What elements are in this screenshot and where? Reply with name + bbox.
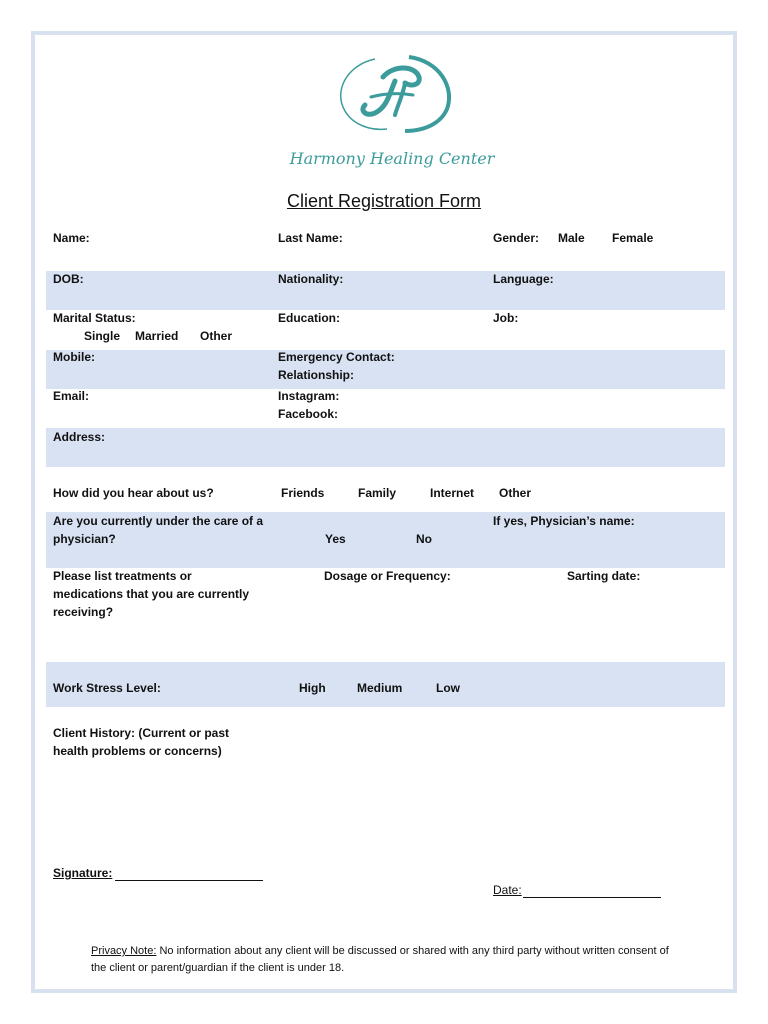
dob-label: DOB: <box>53 272 84 286</box>
referral-option-family: Family <box>358 486 397 500</box>
treatments-label-line3: receiving? <box>53 605 114 619</box>
referral-option-other: Other <box>499 486 532 500</box>
date-line <box>523 897 661 898</box>
education-label: Education: <box>278 311 340 325</box>
client-history-line2: health problems or concerns) <box>53 744 222 758</box>
facebook-label: Facebook: <box>278 407 339 421</box>
referral-label: How did you hear about us? <box>53 486 214 500</box>
marital-option-married: Married <box>135 329 179 343</box>
form-page <box>31 31 737 993</box>
privacy-note <box>91 943 681 977</box>
marital-option-other: Other <box>200 329 233 343</box>
language-label: Language: <box>493 272 554 286</box>
emergency-contact-label: Emergency Contact: <box>278 350 395 364</box>
stress-option-medium: Medium <box>357 681 403 695</box>
physician-name-label: If yes, Physician’s name: <box>493 514 635 528</box>
email-label: Email: <box>53 389 90 403</box>
client-history-line1: Client History: (Current or past <box>53 726 230 740</box>
marital-status-label: Marital Status: <box>53 311 136 325</box>
logo-emblem-icon <box>287 51 497 151</box>
treatments-label-line2: medications that you are currently <box>53 587 250 601</box>
signature-label: Signature: <box>53 866 113 880</box>
instagram-label: Instagram: <box>278 389 340 403</box>
band-row2 <box>46 271 725 310</box>
starting-date-label: Sarting date: <box>567 569 641 583</box>
stress-option-high: High <box>299 681 326 695</box>
job-label: Job: <box>493 311 519 325</box>
physician-option-no: No <box>416 532 432 546</box>
form-title: Client Registration Form <box>286 191 482 211</box>
relationship-label: Relationship: <box>278 368 355 382</box>
signature-line <box>115 880 263 881</box>
logo-text: Harmony Healing Center <box>289 149 495 168</box>
privacy-note-label: Privacy Note: <box>91 945 157 957</box>
physician-question-line2: physician? <box>53 532 116 546</box>
gender-label: Gender: <box>493 231 540 245</box>
last-name-label: Last Name: <box>278 231 343 245</box>
referral-option-friends: Friends <box>281 486 325 500</box>
treatments-label-line1: Please list treatments or <box>53 569 192 583</box>
date-label: Date: <box>493 883 522 897</box>
physician-question-line1: Are you currently under the care of a <box>53 514 264 528</box>
stress-option-low: Low <box>436 681 460 695</box>
referral-option-internet: Internet <box>430 486 475 500</box>
name-label: Name: <box>53 231 90 245</box>
physician-option-yes: Yes <box>325 532 346 546</box>
marital-option-single: Single <box>84 329 121 343</box>
dosage-label: Dosage or Frequency: <box>324 569 451 583</box>
logo <box>287 51 497 171</box>
mobile-label: Mobile: <box>53 350 95 364</box>
gender-option-male: Male <box>558 231 585 245</box>
privacy-note-text: No information about any client will be discussed or shared with any third party without written consent of the client or parent/guardian if the client is under 18. <box>91 945 669 974</box>
band-row6 <box>46 428 725 467</box>
stress-level-label: Work Stress Level: <box>53 681 161 695</box>
gender-option-female: Female <box>612 231 654 245</box>
address-label: Address: <box>53 430 106 444</box>
nationality-label: Nationality: <box>278 272 344 286</box>
